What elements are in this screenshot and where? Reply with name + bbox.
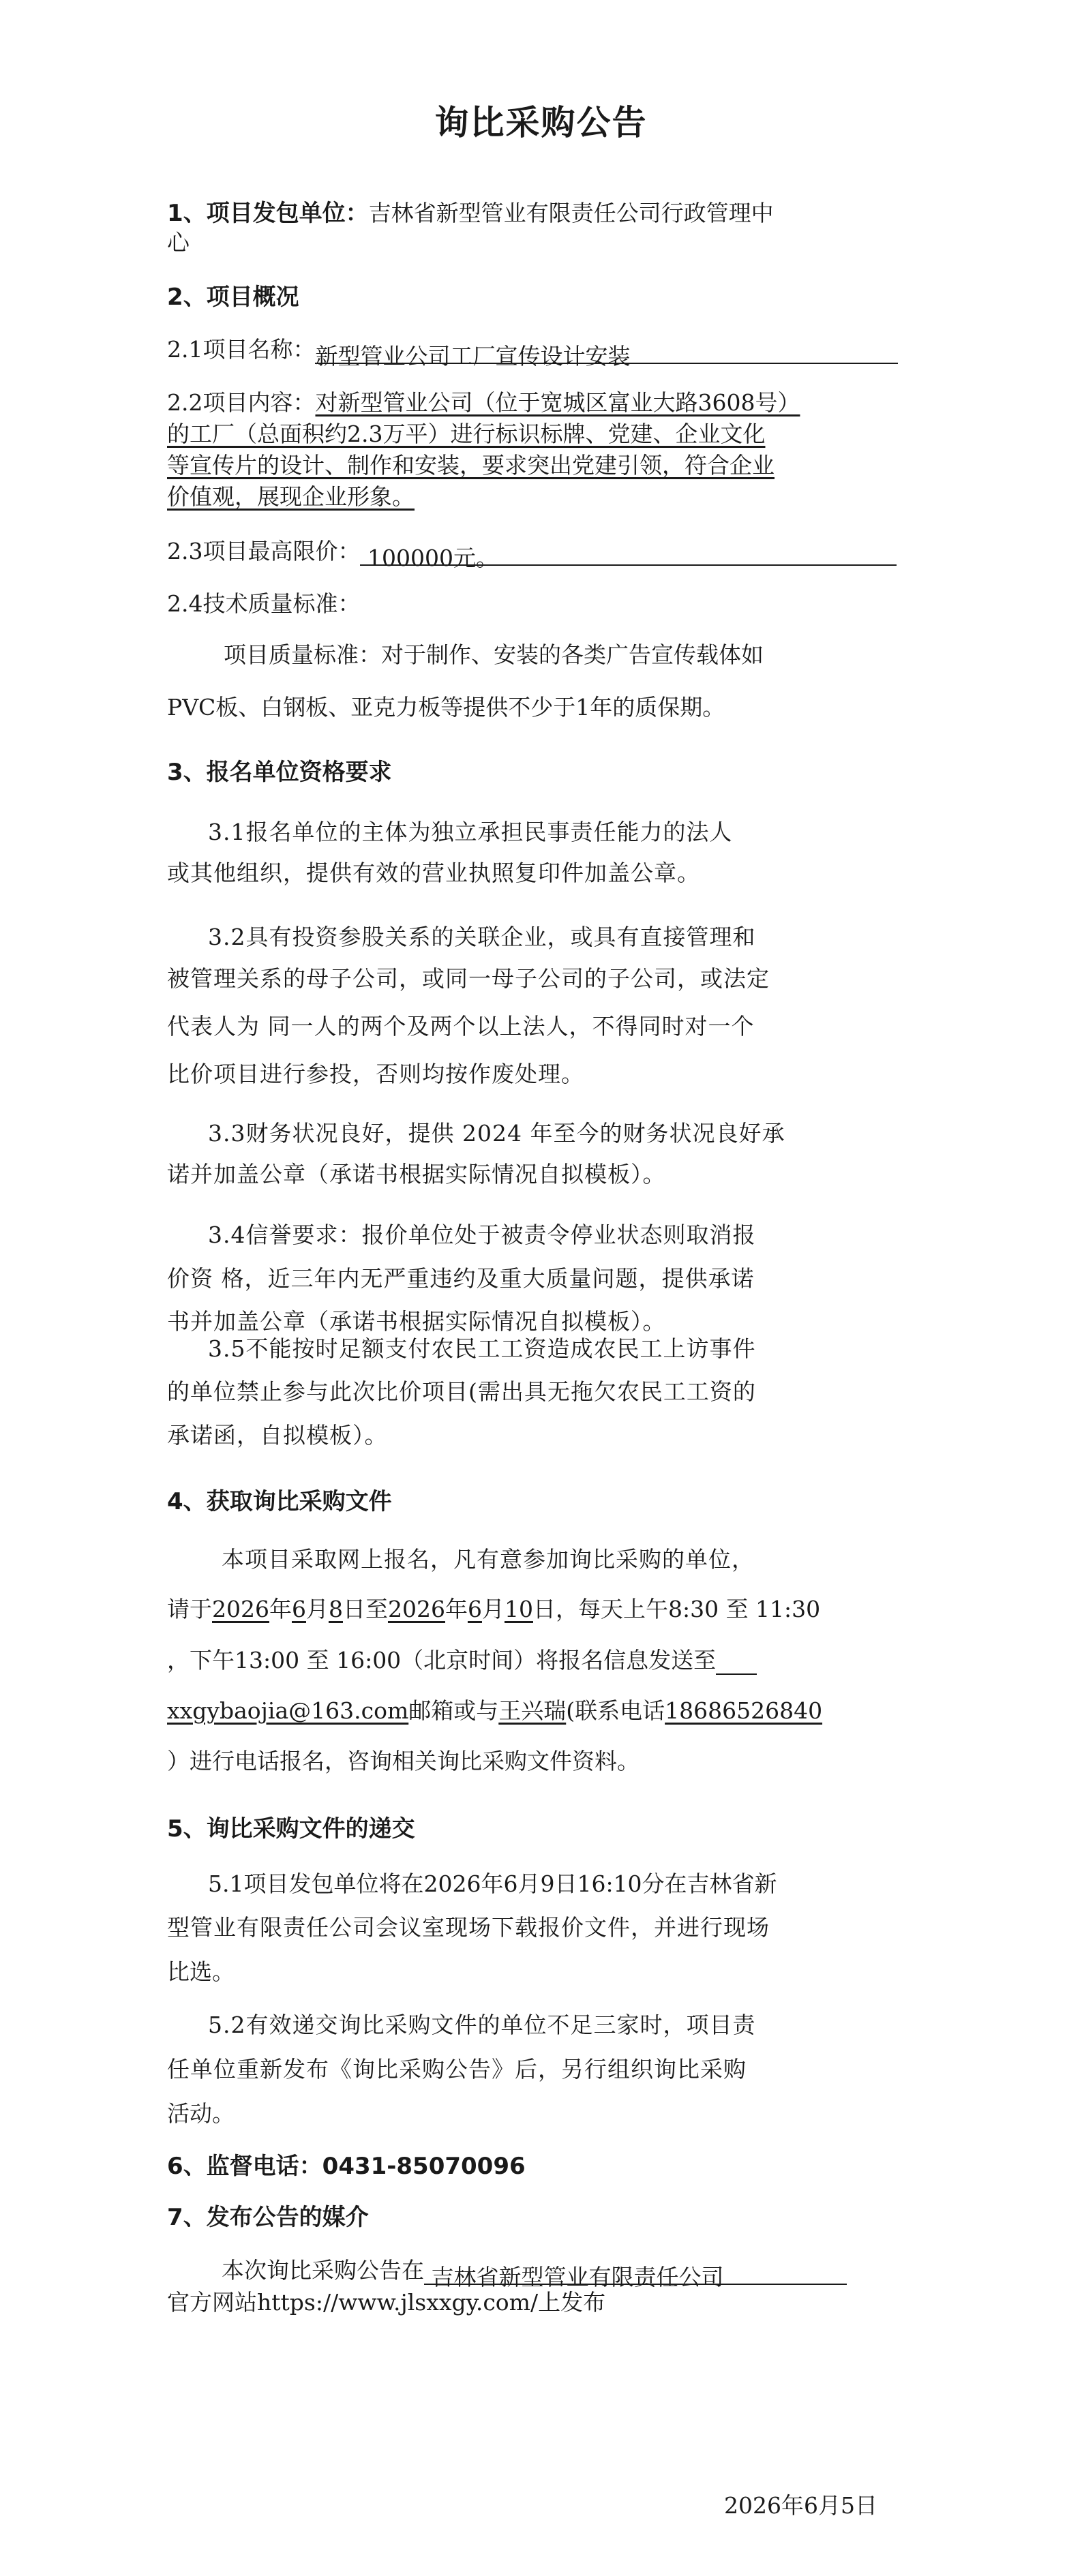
qualification-3-5-line-1: 3.5不能按时足额支付农民工工资造成农民工上访事件 [208, 1335, 756, 1362]
submission-5-2-line-1: 5.2有效递交询比采购文件的单位不足三家时，项目责 [208, 2012, 756, 2038]
obtain-text: ，下午13:00 至 16:00（北京时间）将报名信息发送至 [167, 1647, 717, 1673]
qualification-3-5-line-3: 承诺函，自拟模板）。 [167, 1422, 388, 1449]
obtain-text: 年 [269, 1596, 292, 1622]
end-year: 2026 [387, 1596, 445, 1622]
section-1-heading: 1、项目发包单位： [167, 200, 369, 227]
contact-name: 王兴瑞 [498, 1697, 567, 1724]
max-price-value: 100000元。 [367, 545, 498, 572]
section-4-heading: 4、获取询比采购文件 [167, 1488, 392, 1515]
start-year: 2026 [212, 1596, 269, 1622]
submission-5-2-line-3: 活动。 [167, 2100, 235, 2127]
project-content-line-1: 对新型管业公司（位于宽城区富业大路3608号） [315, 389, 800, 416]
obtain-docs-line-1: 本项目采取网上报名，凡有意参加询比采购的单位， [222, 1546, 755, 1573]
project-name-label: 2.1项目名称： [167, 336, 316, 363]
submission-5-2-line-2: 任单位重新发布《询比采购公告》后，另行组织询比采购 [167, 2056, 747, 2082]
obtain-text: 日至 [342, 1596, 388, 1622]
publisher-company: 吉林省新型管业有限责任公司 [431, 2264, 724, 2291]
submission-5-1-line-1: 5.1项目发包单位将在2026年6月9日16:10分在吉林省新 [208, 1870, 777, 1897]
project-content-label: 2.2项目内容： [167, 389, 316, 416]
qualification-3-2-line-3: 代表人为 同一人的两个及两个以上法人，不得同时对一个 [167, 1013, 755, 1040]
media-line-2: 官方网站https://www.jlsxxgy.com/上发布 [167, 2289, 606, 2316]
qualification-3-1-line-1: 3.1报名单位的主体为独立承担民事责任能力的法人 [208, 819, 733, 845]
section-6-heading: 6、监督电话：0431-85070096 [167, 2153, 526, 2180]
obtain-text: 邮箱或与 [408, 1697, 499, 1724]
qualification-3-4-line-1: 3.4信誉要求：报价单位处于被责令停业状态则取消报 [208, 1222, 756, 1248]
qualification-3-2-line-4: 比价项目进行参投，否则均按作废处理。 [167, 1061, 584, 1087]
submission-5-1-line-3: 比选。 [167, 1958, 235, 1985]
registration-email-link[interactable]: xxgybaojia@163.com [167, 1697, 409, 1724]
end-day: 10 [504, 1596, 533, 1622]
qualification-3-2-line-2: 被管理关系的母子公司，或同一母子公司的子公司，或法定 [167, 965, 770, 992]
qualification-3-5-line-2: 的单位禁止参与此次比价项目(需出具无拖欠农民工工资的 [167, 1378, 756, 1405]
quality-standard-line-1: 项目质量标准：对于制作、安装的各类广告宣传载体如 [224, 641, 764, 668]
project-name-row [167, 332, 898, 370]
contracting-unit-value: 吉林省新型管业有限责任公司行政管理中 [368, 200, 774, 226]
section-1-heading-line [167, 194, 774, 228]
qualification-3-3-line-1: 3.3财务状况良好，提供 2024 年至今的财务状况良好承 [208, 1120, 785, 1147]
qualification-3-3-line-2: 诺并加盖公章（承诺书根据实际情况自拟模板）。 [167, 1161, 666, 1187]
contact-phone: 18686526840 [665, 1697, 823, 1724]
section-3-heading: 3、报名单位资格要求 [167, 759, 392, 786]
project-content-line-4: 价值观，展现企业形象。 [167, 483, 415, 510]
max-price-row [167, 534, 897, 572]
qualification-3-4-line-3: 书并加盖公章（承诺书根据实际情况自拟模板）。 [167, 1308, 666, 1335]
section-5-heading: 5、询比采购文件的递交 [167, 1815, 415, 1843]
media-text: 本次询比采购公告在 [222, 2257, 424, 2284]
start-month: 6 [291, 1596, 306, 1622]
quality-standard-line-2: PVC板、白钢板、亚克力板等提供不少于1年的质保期。 [167, 694, 725, 721]
obtain-docs-line-4 [167, 1693, 822, 1725]
obtain-text: 请于 [167, 1596, 212, 1622]
page-title: 询比采购公告 [434, 103, 648, 142]
end-month: 6 [467, 1596, 482, 1622]
project-content-line-3: 等宣传片的设计、制作和安装，要求突出党建引领，符合企业 [167, 452, 775, 479]
obtain-text: 日，每天上午8:30 至 11:30 [532, 1596, 821, 1622]
section-2-heading: 2、项目概况 [167, 284, 299, 311]
section-7-heading: 7、发布公告的媒介 [167, 2204, 369, 2231]
submission-5-1-line-2: 型管业有限责任公司会议室现场下载报价文件，并进行现场 [167, 1914, 770, 1941]
qualification-3-4-line-2: 价资 格，近三年内无严重违约及重大质量问题，提供承诺 [167, 1265, 755, 1292]
project-content-line-2: 的工厂（总面积约2.3万平）进行标识标牌、党建、企业文化 [167, 421, 766, 447]
obtain-docs-line-3 [167, 1643, 757, 1675]
obtain-text: 年 [445, 1596, 468, 1622]
contracting-unit-value-cont: 心 [167, 229, 190, 256]
start-day: 8 [328, 1596, 343, 1622]
max-price-label: 2.3项目最高限价： [167, 538, 361, 564]
obtain-text: (联系电话 [566, 1697, 665, 1724]
qualification-3-2-line-1: 3.2具有投资参股关系的关联企业，或具有直接管理和 [208, 924, 756, 950]
quality-standard-label: 2.4技术质量标准： [167, 590, 361, 617]
obtain-text: 月 [305, 1596, 329, 1622]
obtain-docs-line-2 [167, 1592, 820, 1624]
project-name-value: 新型管业公司工厂宣传设计安装 [315, 343, 631, 370]
project-content-row [167, 385, 800, 417]
obtain-docs-line-5: ）进行电话报名，咨询相关询比采购文件资料。 [167, 1748, 640, 1774]
obtain-text: 月 [481, 1596, 505, 1622]
media-line-1 [222, 2253, 847, 2291]
announcement-date: 2026年6月5日 [724, 2492, 877, 2519]
qualification-3-1-line-2: 或其他组织，提供有效的营业执照复印件加盖公章。 [167, 860, 700, 886]
